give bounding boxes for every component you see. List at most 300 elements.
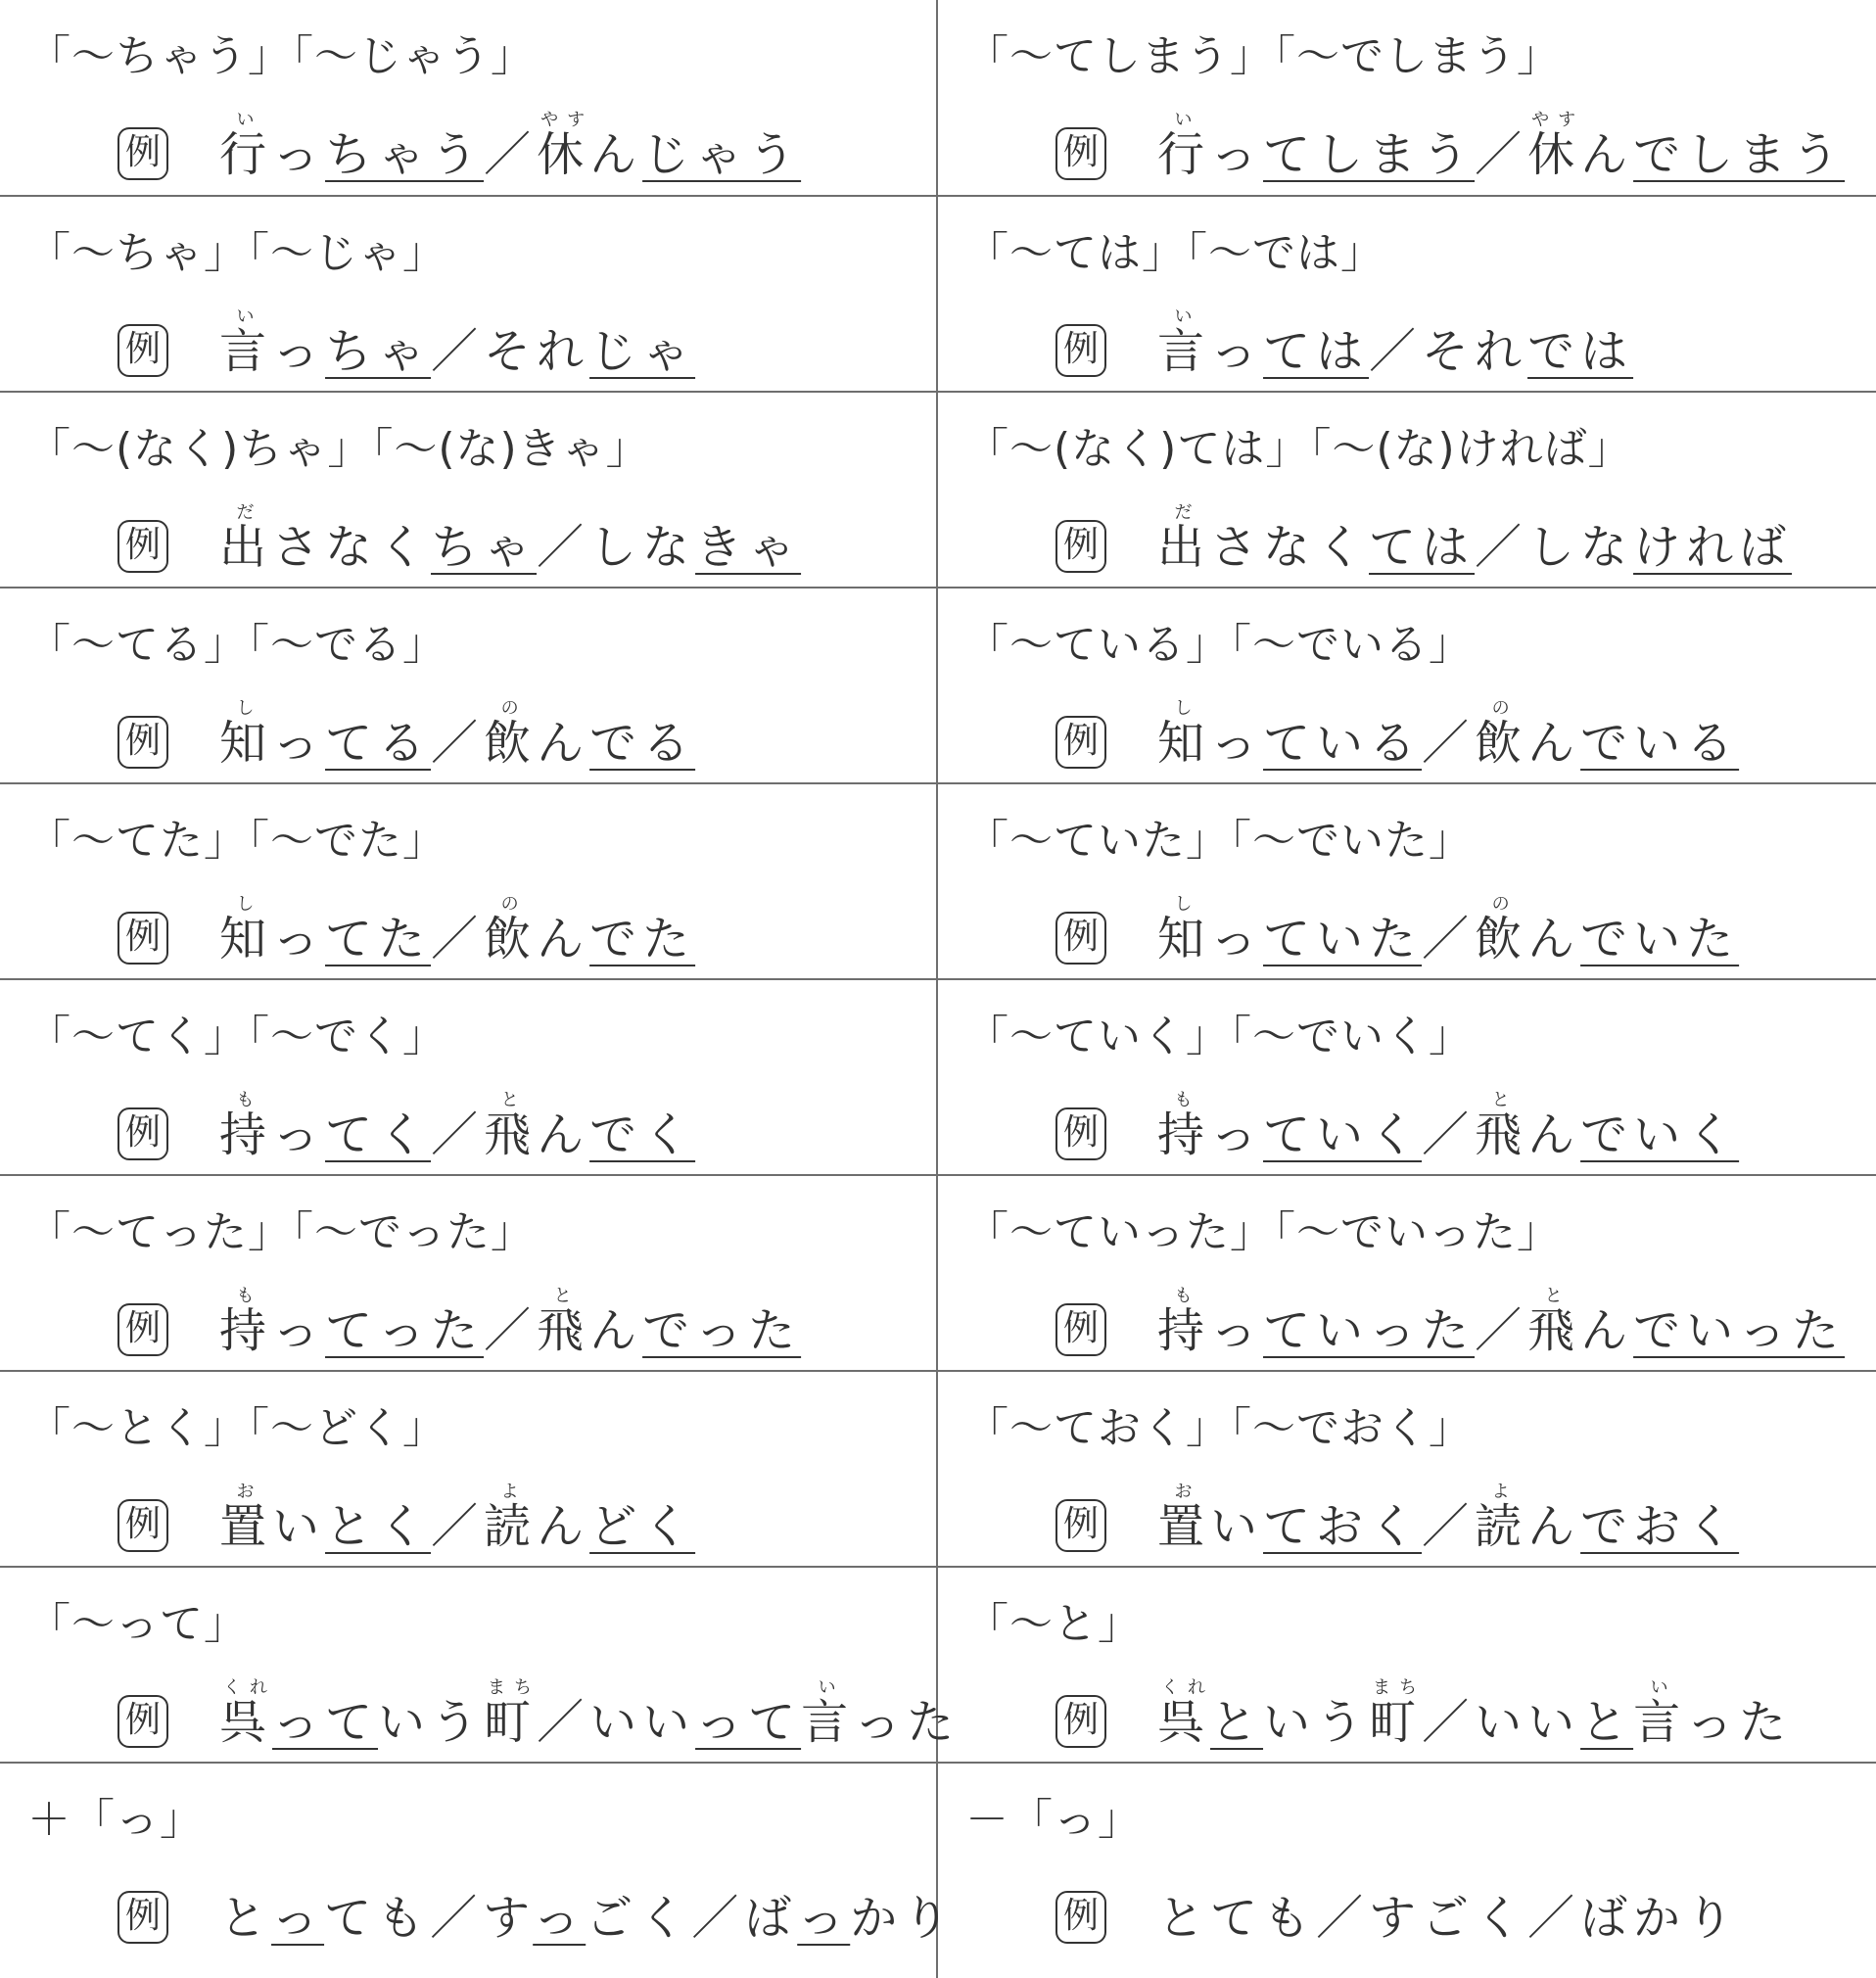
sentence-text: ん xyxy=(537,1499,590,1554)
example-sentence xyxy=(1157,110,1845,184)
underlined-ending: って xyxy=(272,1695,379,1750)
sentence-text: っ xyxy=(1210,324,1264,379)
furigana: と xyxy=(1527,1286,1581,1306)
underlined-ending: てった xyxy=(325,1303,485,1358)
kanji: 飛 xyxy=(1527,1303,1581,1358)
example-sentence xyxy=(219,502,801,577)
example-badge-icon: 例 xyxy=(117,1695,168,1748)
sentence-text: った xyxy=(854,1695,961,1750)
kanji-with-furigana xyxy=(537,1286,590,1358)
furigana: い xyxy=(1633,1677,1687,1698)
kanji: 飛 xyxy=(484,1107,538,1162)
example-badge-icon: 例 xyxy=(1055,1499,1106,1552)
sentence-text: ／ xyxy=(1475,1303,1528,1358)
sentence-text: っ xyxy=(1210,1107,1264,1162)
example-line xyxy=(1055,1462,1739,1556)
sentence-text: ん xyxy=(1527,1107,1581,1162)
underlined-ending: ている xyxy=(1263,716,1423,771)
casual-form-cell xyxy=(0,1567,961,1763)
pattern-heading: 「〜ちゃう」「〜じゃう」 xyxy=(27,31,535,81)
example-line xyxy=(117,1266,801,1360)
kanji-with-furigana xyxy=(1157,110,1211,182)
sentence-text: ／ xyxy=(1475,127,1528,182)
kanji-with-furigana xyxy=(801,1677,855,1750)
underlined-ending: でいく xyxy=(1580,1107,1740,1162)
casual-form-cell xyxy=(0,979,937,1175)
kanji-with-furigana xyxy=(484,894,538,966)
kanji: 持 xyxy=(219,1107,273,1162)
kanji-with-furigana xyxy=(1157,1482,1211,1554)
kanji-with-furigana xyxy=(219,1286,273,1358)
standard-form-cell xyxy=(937,1567,1876,1763)
pattern-row xyxy=(0,1175,1876,1371)
example-badge-icon: 例 xyxy=(1055,716,1106,769)
example-badge-icon: 例 xyxy=(117,127,168,180)
sentence-text: ／しな xyxy=(1475,520,1634,575)
kanji: 呉 xyxy=(219,1695,273,1750)
example-line xyxy=(1055,483,1792,577)
pattern-row xyxy=(0,196,1876,392)
sentence-text: ／いい xyxy=(537,1695,696,1750)
furigana: の xyxy=(1475,698,1528,719)
example-sentence xyxy=(1157,502,1792,577)
example-sentence xyxy=(1157,1889,1739,1948)
kanji: 出 xyxy=(219,520,273,575)
underlined-ending: きゃ xyxy=(695,520,802,575)
sentence-text: っ xyxy=(1210,1303,1264,1358)
sentence-text: ／いい xyxy=(1422,1695,1581,1750)
standard-form-cell xyxy=(937,1175,1876,1371)
example-line xyxy=(117,90,801,184)
furigana: よ xyxy=(484,1482,538,1502)
underlined-ending: でしまう xyxy=(1633,127,1846,182)
example-line xyxy=(1055,1070,1739,1164)
pattern-row xyxy=(0,588,1876,783)
furigana: くれ xyxy=(1157,1677,1211,1698)
furigana: い xyxy=(219,306,272,327)
kanji-with-furigana xyxy=(1527,110,1581,182)
pattern-heading: 「〜ちゃ」「〜じゃ」 xyxy=(27,228,446,278)
kanji-with-furigana xyxy=(1527,1286,1581,1358)
pattern-heading: 「〜とく」「〜どく」 xyxy=(27,1403,446,1453)
example-line xyxy=(1055,679,1739,773)
sentence-text: とても／すごく／ばかり xyxy=(1157,1891,1740,1946)
example-line xyxy=(1055,1658,1792,1752)
kanji: 知 xyxy=(219,716,273,771)
pattern-heading: 「〜(なく)ては」「〜(な)ければ」 xyxy=(965,424,1632,474)
sentence-text: っ xyxy=(272,1107,326,1162)
example-sentence xyxy=(1157,1090,1739,1164)
kanji: 置 xyxy=(219,1499,273,1554)
furigana: し xyxy=(219,894,272,915)
pattern-heading: 「〜てった」「〜でった」 xyxy=(27,1207,535,1257)
kanji-with-furigana xyxy=(219,894,273,966)
pattern-row xyxy=(0,1763,1876,1978)
sentence-text: さなく xyxy=(1210,520,1370,575)
kanji: 言 xyxy=(801,1695,855,1750)
sentence-text: っ xyxy=(1210,912,1264,966)
example-sentence xyxy=(219,1482,695,1556)
kanji: 知 xyxy=(1157,912,1211,966)
underlined-ending: でいる xyxy=(1580,716,1740,771)
furigana: だ xyxy=(1157,502,1210,523)
furigana: の xyxy=(1475,894,1528,915)
kanji: 行 xyxy=(219,127,273,182)
underlined-ending: ていく xyxy=(1263,1107,1423,1162)
underlined-ending: ていった xyxy=(1263,1303,1476,1358)
underlined-ending: っ xyxy=(271,1891,325,1946)
example-sentence xyxy=(219,306,695,381)
kanji: 飲 xyxy=(484,716,538,771)
sentence-text: ん xyxy=(1527,912,1581,966)
kanji: 休 xyxy=(1527,127,1581,182)
kanji: 町 xyxy=(484,1695,538,1750)
casual-form-cell xyxy=(0,588,937,783)
sentence-text: ん xyxy=(1580,127,1634,182)
underlined-ending: どく xyxy=(589,1499,696,1554)
kanji: 休 xyxy=(537,127,590,182)
pattern-heading: 「〜てた」「〜でた」 xyxy=(27,816,446,866)
kanji: 出 xyxy=(1157,520,1211,575)
casual-form-cell xyxy=(0,1175,937,1371)
sentence-text: ん xyxy=(537,912,590,966)
sentence-text: ／ xyxy=(431,1499,485,1554)
example-badge-icon: 例 xyxy=(117,324,168,377)
kanji: 飛 xyxy=(537,1303,590,1358)
pattern-heading: 「〜ている」「〜でいる」 xyxy=(965,620,1473,670)
furigana: まち xyxy=(1369,1677,1423,1698)
example-line xyxy=(117,1070,695,1164)
underlined-ending: てた xyxy=(325,912,432,966)
sentence-text: っ xyxy=(1210,127,1264,182)
sentence-text: ／それ xyxy=(431,324,590,379)
example-line xyxy=(1055,287,1633,381)
furigana: と xyxy=(537,1286,590,1306)
example-sentence xyxy=(219,698,695,773)
furigana: よ xyxy=(1475,1482,1528,1502)
sentence-text: ん xyxy=(1580,1303,1634,1358)
underlined-ending: っ xyxy=(797,1891,851,1946)
furigana: い xyxy=(1157,306,1210,327)
furigana: も xyxy=(1157,1090,1210,1110)
standard-form-cell xyxy=(937,196,1876,392)
sentence-text: っ xyxy=(272,912,326,966)
underlined-ending: でた xyxy=(589,912,696,966)
furigana: と xyxy=(484,1090,538,1110)
pattern-heading: 「〜ておく」「〜でおく」 xyxy=(965,1403,1473,1453)
kanji-with-furigana xyxy=(484,1482,538,1554)
underlined-ending: てしまう xyxy=(1263,127,1476,182)
sentence-text: った xyxy=(1686,1695,1793,1750)
example-line xyxy=(1055,1266,1845,1360)
kanji: 呉 xyxy=(1157,1695,1211,1750)
underlined-ending: ていた xyxy=(1263,912,1423,966)
example-badge-icon: 例 xyxy=(1055,1107,1106,1160)
underlined-ending: でる xyxy=(589,716,696,771)
kanji: 置 xyxy=(1157,1499,1211,1554)
kanji-with-furigana xyxy=(1157,1677,1211,1750)
furigana: くれ xyxy=(219,1677,273,1698)
kanji-with-furigana xyxy=(219,1482,273,1554)
furigana: やす xyxy=(1527,110,1581,130)
kanji: 飲 xyxy=(1475,912,1528,966)
kanji: 言 xyxy=(219,324,273,379)
sentence-text: ／ xyxy=(484,127,538,182)
sentence-text: ん xyxy=(537,716,590,771)
example-badge-icon: 例 xyxy=(1055,520,1106,573)
example-badge-icon: 例 xyxy=(1055,1891,1106,1944)
pattern-row xyxy=(0,783,1876,979)
kanji-with-furigana xyxy=(484,1090,538,1162)
kanji-with-furigana xyxy=(1157,502,1211,575)
example-badge-icon: 例 xyxy=(117,912,168,965)
casual-form-cell xyxy=(0,392,937,588)
furigana: い xyxy=(219,110,272,130)
example-line xyxy=(117,1854,956,1948)
kanji-with-furigana xyxy=(1475,894,1528,966)
example-line xyxy=(117,483,801,577)
kanji-with-furigana xyxy=(219,698,273,771)
sentence-text: ／それ xyxy=(1369,324,1528,379)
kanji: 読 xyxy=(484,1499,538,1554)
standard-form-cell xyxy=(937,0,1876,196)
sentence-text: っ xyxy=(272,324,326,379)
example-line xyxy=(1055,874,1739,968)
sentence-text: いう xyxy=(1263,1695,1370,1750)
example-badge-icon: 例 xyxy=(1055,127,1106,180)
example-badge-icon: 例 xyxy=(1055,324,1106,377)
example-line xyxy=(117,679,695,773)
furigana: も xyxy=(1157,1286,1210,1306)
underlined-ending: でいった xyxy=(1633,1303,1846,1358)
kanji-with-furigana xyxy=(484,698,538,771)
underlined-ending: では xyxy=(1527,324,1634,379)
sentence-text: ／ xyxy=(1422,1107,1476,1162)
casual-form-cell xyxy=(0,196,937,392)
kanji-with-furigana xyxy=(219,1090,273,1162)
example-line xyxy=(117,1462,695,1556)
pattern-heading: ＋「っ」 xyxy=(27,1795,204,1845)
pattern-row xyxy=(0,392,1876,588)
underlined-ending: とく xyxy=(325,1499,432,1554)
sentence-text: っ xyxy=(272,716,326,771)
sentence-text: ／ xyxy=(431,912,485,966)
underlined-ending: ては xyxy=(1369,520,1476,575)
sentence-text: ／しな xyxy=(537,520,696,575)
kanji-with-furigana xyxy=(219,502,273,575)
example-line xyxy=(1055,90,1845,184)
sentence-text: ／ xyxy=(431,716,485,771)
kanji: 知 xyxy=(219,912,273,966)
kanji-with-furigana xyxy=(1369,1677,1423,1750)
standard-form-cell xyxy=(937,588,1876,783)
furigana: も xyxy=(219,1286,272,1306)
pattern-row xyxy=(0,1371,1876,1567)
furigana: やす xyxy=(537,110,590,130)
sentence-text: っ xyxy=(272,127,326,182)
kanji: 町 xyxy=(1369,1695,1423,1750)
kanji-with-furigana xyxy=(1475,1090,1528,1162)
example-badge-icon: 例 xyxy=(1055,1695,1106,1748)
sentence-text: い xyxy=(272,1499,326,1554)
underlined-ending: と xyxy=(1210,1695,1264,1750)
casual-form-cell xyxy=(0,783,937,979)
example-badge-icon: 例 xyxy=(117,1499,168,1552)
pattern-heading: 「〜てる」「〜でる」 xyxy=(27,620,446,670)
underlined-ending: じゃう xyxy=(642,127,802,182)
pattern-heading: 「〜ていく」「〜でいく」 xyxy=(965,1012,1473,1061)
underlined-ending: でおく xyxy=(1580,1499,1740,1554)
sentence-text: ／ xyxy=(484,1303,538,1358)
furigana: し xyxy=(219,698,272,719)
example-badge-icon: 例 xyxy=(117,1107,168,1160)
kanji-with-furigana xyxy=(1475,698,1528,771)
pattern-heading: 「〜てく」「〜でく」 xyxy=(27,1012,446,1061)
underlined-ending: ちゃう xyxy=(325,127,485,182)
kanji: 言 xyxy=(1633,1695,1687,1750)
furigana: の xyxy=(484,698,538,719)
underlined-ending: と xyxy=(1580,1695,1634,1750)
sentence-text: ごく／ば xyxy=(586,1891,798,1946)
example-line xyxy=(117,1658,960,1752)
sentence-text: ん xyxy=(589,127,643,182)
sentence-text: ／ xyxy=(1422,716,1476,771)
underlined-ending: てる xyxy=(325,716,432,771)
example-badge-icon: 例 xyxy=(117,716,168,769)
kanji: 持 xyxy=(219,1303,273,1358)
kanji: 持 xyxy=(1157,1303,1211,1358)
underlined-ending: じゃ xyxy=(589,324,696,379)
kanji-with-furigana xyxy=(484,1677,538,1750)
furigana: い xyxy=(1157,110,1210,130)
kanji-with-furigana xyxy=(1157,306,1211,379)
pattern-heading: 「〜てしまう」「〜でしまう」 xyxy=(965,31,1561,81)
pattern-row xyxy=(0,1567,1876,1763)
underlined-ending: っ xyxy=(533,1891,586,1946)
furigana: の xyxy=(484,894,538,915)
sentence-text: と xyxy=(219,1891,272,1946)
sentence-text: さなく xyxy=(272,520,432,575)
sentence-text: かり xyxy=(850,1891,957,1946)
underlined-ending: でいた xyxy=(1580,912,1740,966)
example-badge-icon: 例 xyxy=(117,1891,168,1944)
example-line xyxy=(1055,1854,1739,1948)
casual-form-cell xyxy=(0,1763,957,1978)
example-badge-icon: 例 xyxy=(1055,1303,1106,1356)
standard-form-cell xyxy=(937,392,1876,588)
furigana: も xyxy=(219,1090,272,1110)
casual-form-cell xyxy=(0,0,937,196)
example-sentence xyxy=(1157,1677,1792,1752)
example-sentence xyxy=(219,1677,960,1752)
example-line xyxy=(117,874,695,968)
example-sentence xyxy=(1157,698,1739,773)
underlined-ending: でく xyxy=(589,1107,696,1162)
standard-form-cell xyxy=(937,1763,1876,1978)
example-sentence xyxy=(219,894,695,968)
pattern-heading: 「〜ては」「〜では」 xyxy=(965,228,1384,278)
furigana: お xyxy=(219,1482,272,1502)
pattern-heading: －「っ」 xyxy=(965,1795,1142,1845)
casual-form-cell xyxy=(0,1371,937,1567)
pattern-heading: 「〜(なく)ちゃ」「〜(な)きゃ」 xyxy=(27,424,650,474)
furigana: い xyxy=(801,1677,855,1698)
furigana: お xyxy=(1157,1482,1210,1502)
furigana: し xyxy=(1157,894,1210,915)
sentence-text: っ xyxy=(272,1303,326,1358)
example-sentence xyxy=(1157,306,1633,381)
example-sentence xyxy=(219,1090,695,1164)
sentence-text: ん xyxy=(589,1303,643,1358)
kanji: 飲 xyxy=(1475,716,1528,771)
kanji-with-furigana xyxy=(1157,894,1211,966)
kanji-with-furigana xyxy=(1633,1677,1687,1750)
kanji-with-furigana xyxy=(537,110,590,182)
standard-form-cell xyxy=(937,1371,1876,1567)
underlined-ending: ておく xyxy=(1263,1499,1423,1554)
kanji-with-furigana xyxy=(1157,698,1211,771)
underlined-ending: てく xyxy=(325,1107,432,1162)
pattern-row xyxy=(0,0,1876,196)
example-sentence xyxy=(219,1889,956,1948)
underlined-ending: ければ xyxy=(1633,520,1793,575)
kanji: 飲 xyxy=(484,912,538,966)
kanji-with-furigana xyxy=(1157,1090,1211,1162)
example-sentence xyxy=(219,1286,801,1360)
kanji: 持 xyxy=(1157,1107,1211,1162)
kanji: 知 xyxy=(1157,716,1211,771)
pattern-heading: 「〜って」 xyxy=(27,1599,248,1649)
sentence-text: ／ xyxy=(1422,912,1476,966)
kanji: 言 xyxy=(1157,324,1211,379)
example-sentence xyxy=(219,110,801,184)
pattern-row xyxy=(0,979,1876,1175)
underlined-ending: ては xyxy=(1263,324,1370,379)
example-sentence xyxy=(1157,1482,1739,1556)
underlined-ending: って xyxy=(695,1695,802,1750)
example-sentence xyxy=(1157,1286,1845,1360)
sentence-text: ／ xyxy=(1422,1499,1476,1554)
sentence-text: ん xyxy=(1527,1499,1581,1554)
kanji-with-furigana xyxy=(1475,1482,1528,1554)
sentence-text: ／ xyxy=(431,1107,485,1162)
standard-form-cell xyxy=(937,783,1876,979)
furigana: と xyxy=(1475,1090,1528,1110)
example-badge-icon: 例 xyxy=(1055,912,1106,965)
kanji-with-furigana xyxy=(1157,1286,1211,1358)
sentence-text: ん xyxy=(1527,716,1581,771)
underlined-ending: でった xyxy=(642,1303,802,1358)
example-sentence xyxy=(1157,894,1739,968)
standard-form-cell xyxy=(937,979,1876,1175)
furigana: まち xyxy=(484,1677,538,1698)
kanji-with-furigana xyxy=(219,1677,273,1750)
furigana: し xyxy=(1157,698,1210,719)
pattern-heading: 「〜ていった」「〜でいった」 xyxy=(965,1207,1561,1257)
sentence-text: いう xyxy=(378,1695,485,1750)
kanji-with-furigana xyxy=(219,306,273,379)
kanji: 飛 xyxy=(1475,1107,1528,1162)
example-line xyxy=(117,287,695,381)
sentence-text: ん xyxy=(537,1107,590,1162)
example-badge-icon: 例 xyxy=(117,1303,168,1356)
kanji: 読 xyxy=(1475,1499,1528,1554)
kanji: 行 xyxy=(1157,127,1211,182)
pattern-heading: 「〜ていた」「〜でいた」 xyxy=(965,816,1473,866)
furigana: だ xyxy=(219,502,272,523)
sentence-text: ても／す xyxy=(324,1891,534,1946)
sentence-text: い xyxy=(1210,1499,1264,1554)
